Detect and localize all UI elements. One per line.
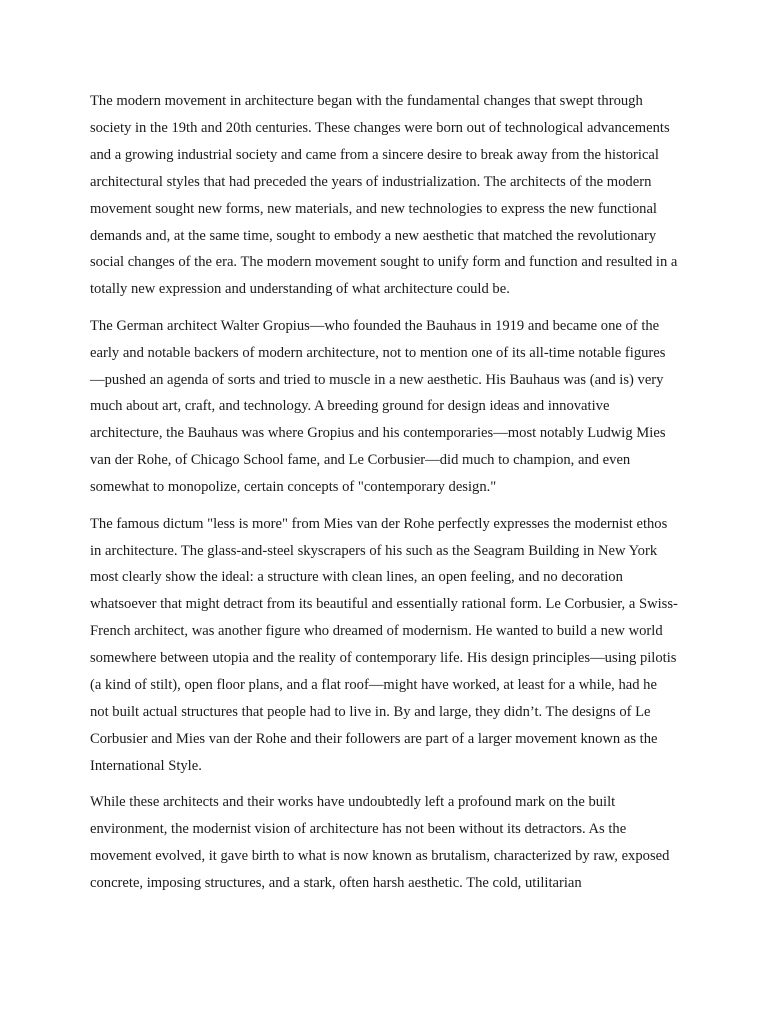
paragraph-less-is-more: The famous dictum "less is more" from Mies van der Rohe perfectly expresses the modernist ethos in architecture. The glass-and-steel skyscrapers of his such as the Seagram Building in New York most clearly show the ideal: a structure with clean lines, an open feeling, and no decoration whatsoever that might detract from its beautiful and essentially rational form. Le Corbusier, a Swiss-French architect, was another figure who dreamed of modernism. He wanted to build a new world somewhere between utopia and the reality of contemporary life. His design principles—using pilotis (a kind of stilt), open floor plans, and a flat roof—might have worked, at least for a while, had he not built actual structures that people had to live in. By and large, they didn’t. The designs of Le Corbusier and Mies van der Rohe and their followers are part of a larger movement known as the International Style. [90, 515, 678, 774]
paragraph-gropius-bauhaus: The German architect Walter Gropius—who founded the Bauhaus in 1919 and became one of the early and notable backers of modern architecture, not to mention one of its all-time notable figures—pushed an agenda of sorts and tried to muscle in a new aesthetic. His Bauhaus was (and is) very much about art, craft, and technology. A breeding ground for design ideas and innovative architecture, the Bauhaus was where Gropius and his contemporaries—most notably Ludwig Mies van der Rohe, of Chicago School fame, and Le Corbusier—did much to champion, and even somewhat to monopolize, certain concepts of "contemporary design." [90, 317, 666, 496]
document-body [90, 88, 678, 906]
paragraph-detractors: While these architects and their works have undoubtedly left a profound mark on the built environment, the modernist vision of architecture has not been without its detractors. As the movement evolved, it gave birth to what is now known as brutalism, characterized by raw, exposed concrete, imposing structures, and a stark, often harsh aesthetic. The cold, utilitarian [90, 794, 670, 891]
paragraph-modern-movement: The modern movement in architecture began with the fundamental changes that swept through society in the 19th and 20th centuries. These changes were born out of technological advancements and a growing industrial society and came from a sincere desire to break away from the historical architectural styles that had preceded the years of industrialization. The architects of the modern movement sought new forms, new materials, and new technologies to express the new functional demands and, at the same time, sought to embody a new aesthetic that matched the revolutionary social changes of the era. The modern movement sought to unify form and function and resulted in a totally new expression and understanding of what architecture could be. [90, 93, 678, 298]
